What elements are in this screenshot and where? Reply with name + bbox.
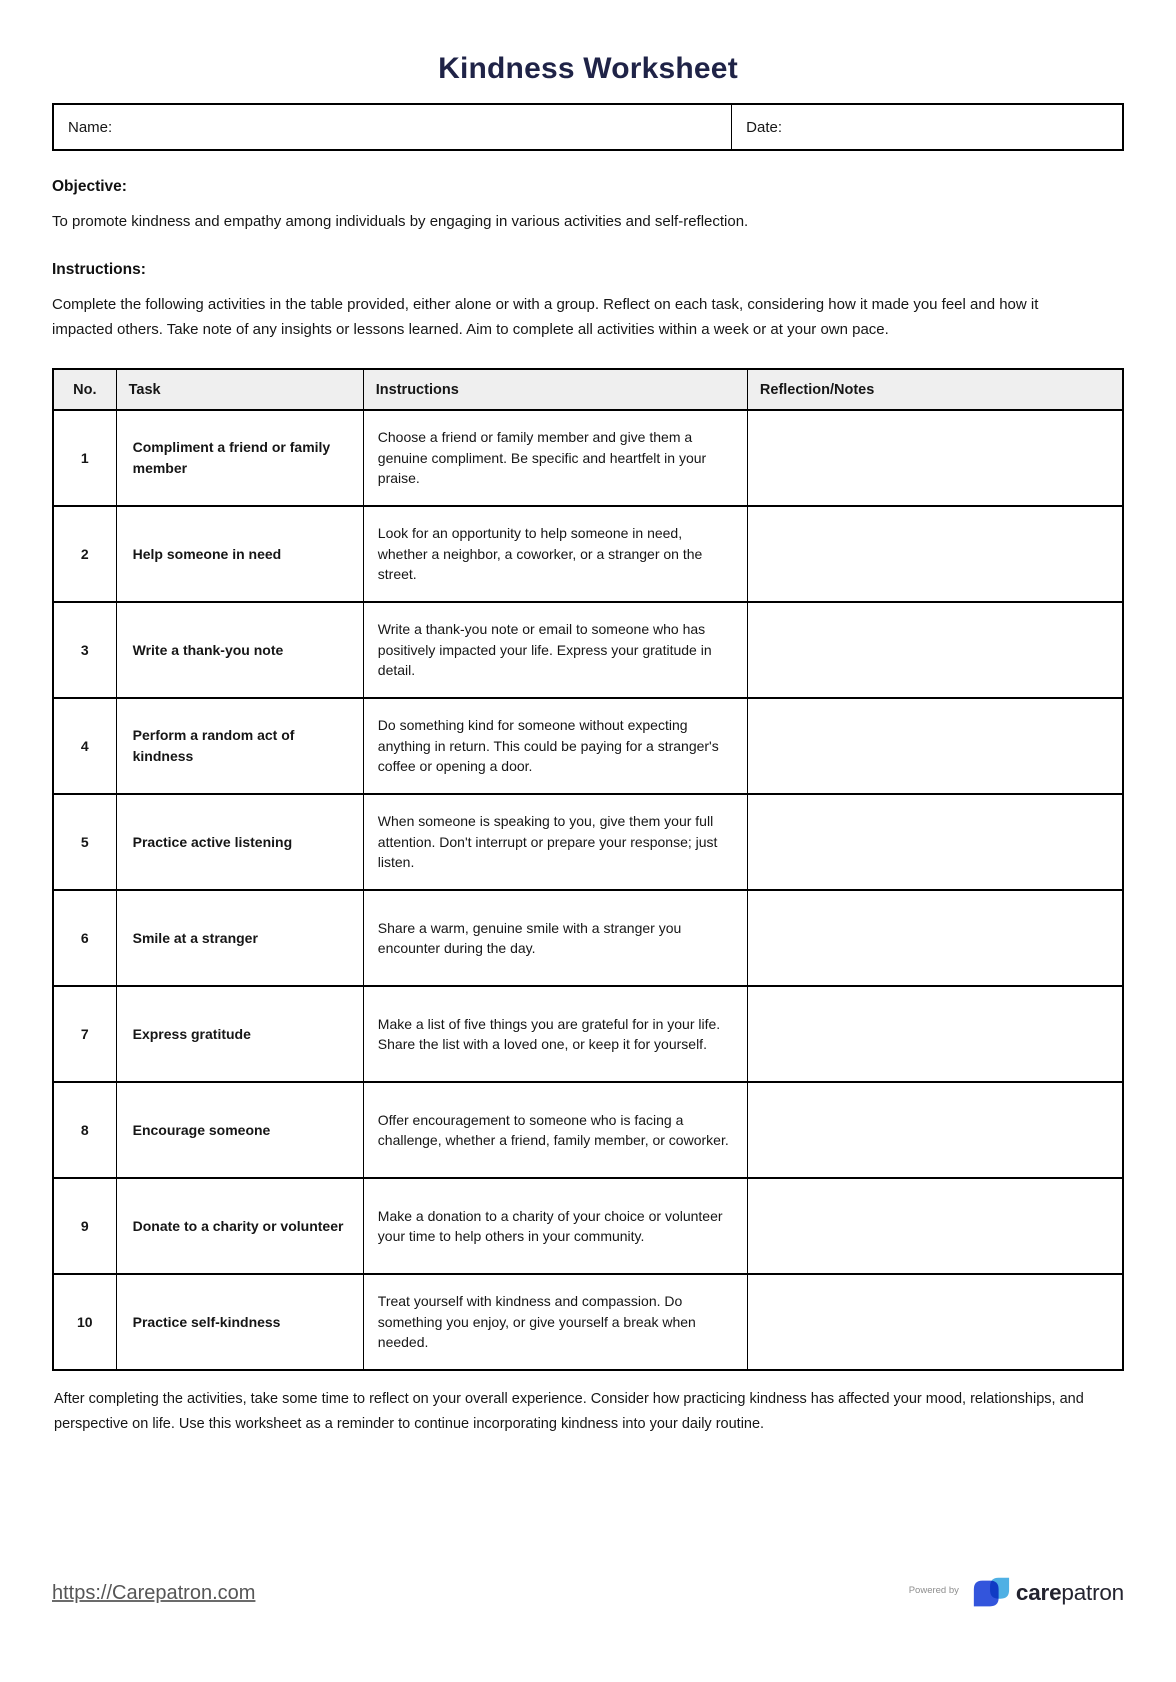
reflection-notes-area[interactable]	[747, 698, 1123, 794]
objective-text: To promote kindness and empathy among individuals by engaging in various activities and self-reflection.	[52, 213, 749, 230]
name-input-area[interactable]	[54, 105, 732, 149]
wordmark-care: care	[1015, 1580, 1062, 1605]
table-row	[53, 698, 1123, 794]
table-row	[53, 602, 1123, 698]
date-label: Date:	[746, 118, 783, 136]
task-instructions: When someone is speaking to you, give them your full attention. Don't interrupt or prepare your response; just listen.	[363, 794, 747, 890]
table-row	[53, 506, 1123, 602]
footer	[52, 1574, 1124, 1612]
closing-text: After completing the activities, take some time to reflect on your overall experience. Consider how practicing kindness has affected your mood, relationships, and perspective on life. Use this worksheet as a reminder to continue incorporating kindness into your daily routine.	[54, 1391, 1084, 1432]
task-number: 2	[53, 506, 116, 602]
header-instructions: Instructions	[363, 369, 747, 410]
task-table-body	[53, 410, 1123, 1370]
task-table	[52, 368, 1124, 1371]
task-name: Practice active listening	[116, 794, 363, 890]
task-name: Express gratitude	[116, 986, 363, 1082]
task-number: 8	[53, 1082, 116, 1178]
task-instructions: Make a donation to a charity of your choice or volunteer your time to help others in your community.	[363, 1178, 747, 1274]
logo-bubble-dark	[974, 1581, 999, 1607]
table-row	[53, 1274, 1123, 1370]
task-number: 4	[53, 698, 116, 794]
task-instructions: Offer encouragement to someone who is facing a challenge, whether a friend, family member, or coworker.	[363, 1082, 747, 1178]
header-no: No.	[53, 369, 116, 410]
task-instructions: Treat yourself with kindness and compassion. Do something you enjoy, or give yourself a break when needed.	[363, 1274, 747, 1370]
reflection-notes-area[interactable]	[747, 1274, 1123, 1370]
name-date-box	[52, 103, 1124, 151]
carepatron-link[interactable]: https://Carepatron.com	[52, 1581, 256, 1604]
task-instructions: Write a thank-you note or email to someone who has positively impacted your life. Express your gratitude in detail.	[363, 602, 747, 698]
reflection-notes-area[interactable]	[747, 1082, 1123, 1178]
instructions-text: Complete the following activities in the table provided, either alone or with a group. Reflect on each task, considering how it made you feel and how it impacted others. Take note of any insights or lessons learned. Aim to complete all activities within a week or at your own pace.	[52, 296, 1039, 338]
table-row	[53, 410, 1123, 506]
task-instructions: Choose a friend or family member and give them a genuine compliment. Be specific and heartfelt in your praise.	[363, 410, 747, 506]
header-task: Task	[116, 369, 363, 410]
reflection-notes-area[interactable]	[747, 1178, 1123, 1274]
task-instructions: Make a list of five things you are grateful for in your life. Share the list with a loved one, or keep it for yourself.	[363, 986, 747, 1082]
task-number: 6	[53, 890, 116, 986]
task-name: Perform a random act of kindness	[116, 698, 363, 794]
date-input-area[interactable]	[732, 105, 1122, 149]
task-name: Practice self-kindness	[116, 1274, 363, 1370]
table-row	[53, 1082, 1123, 1178]
powered-by-label: Powered by	[908, 1584, 959, 1596]
objective-heading: Objective:	[52, 178, 127, 195]
task-name: Help someone in need	[116, 506, 363, 602]
instructions-heading: Instructions:	[52, 261, 146, 278]
task-name: Write a thank-you note	[116, 602, 363, 698]
reflection-notes-area[interactable]	[747, 602, 1123, 698]
task-number: 7	[53, 986, 116, 1082]
name-label: Name:	[68, 118, 113, 136]
wordmark-patron: patron	[1061, 1580, 1124, 1605]
task-name: Donate to a charity or volunteer	[116, 1178, 363, 1274]
task-name: Encourage someone	[116, 1082, 363, 1178]
task-number: 3	[53, 602, 116, 698]
brand-block	[909, 1574, 1124, 1612]
worksheet-page	[0, 52, 1176, 1605]
task-instructions: Do something kind for someone without expecting anything in return. This could be paying for a stranger's coffee or opening a door.	[363, 698, 747, 794]
table-row	[53, 1178, 1123, 1274]
task-name: Compliment a friend or family member	[116, 410, 363, 506]
task-instructions: Look for an opportunity to help someone in need, whether a neighbor, a coworker, or a stranger on the street.	[363, 506, 747, 602]
task-table-header	[53, 369, 1123, 410]
table-row	[53, 890, 1123, 986]
carepatron-wordmark	[1016, 1580, 1124, 1606]
carepatron-logo-icon	[971, 1574, 1011, 1612]
task-number: 5	[53, 794, 116, 890]
table-row	[53, 794, 1123, 890]
task-instructions: Share a warm, genuine smile with a stranger you encounter during the day.	[363, 890, 747, 986]
page-title: Kindness Worksheet	[438, 52, 738, 85]
reflection-notes-area[interactable]	[747, 890, 1123, 986]
reflection-notes-area[interactable]	[747, 986, 1123, 1082]
reflection-notes-area[interactable]	[747, 794, 1123, 890]
task-name: Smile at a stranger	[116, 890, 363, 986]
task-number: 10	[53, 1274, 116, 1370]
task-number: 9	[53, 1178, 116, 1274]
reflection-notes-area[interactable]	[747, 506, 1123, 602]
header-reflection: Reflection/Notes	[747, 369, 1123, 410]
reflection-notes-area[interactable]	[747, 410, 1123, 506]
task-number: 1	[53, 410, 116, 506]
table-row	[53, 986, 1123, 1082]
